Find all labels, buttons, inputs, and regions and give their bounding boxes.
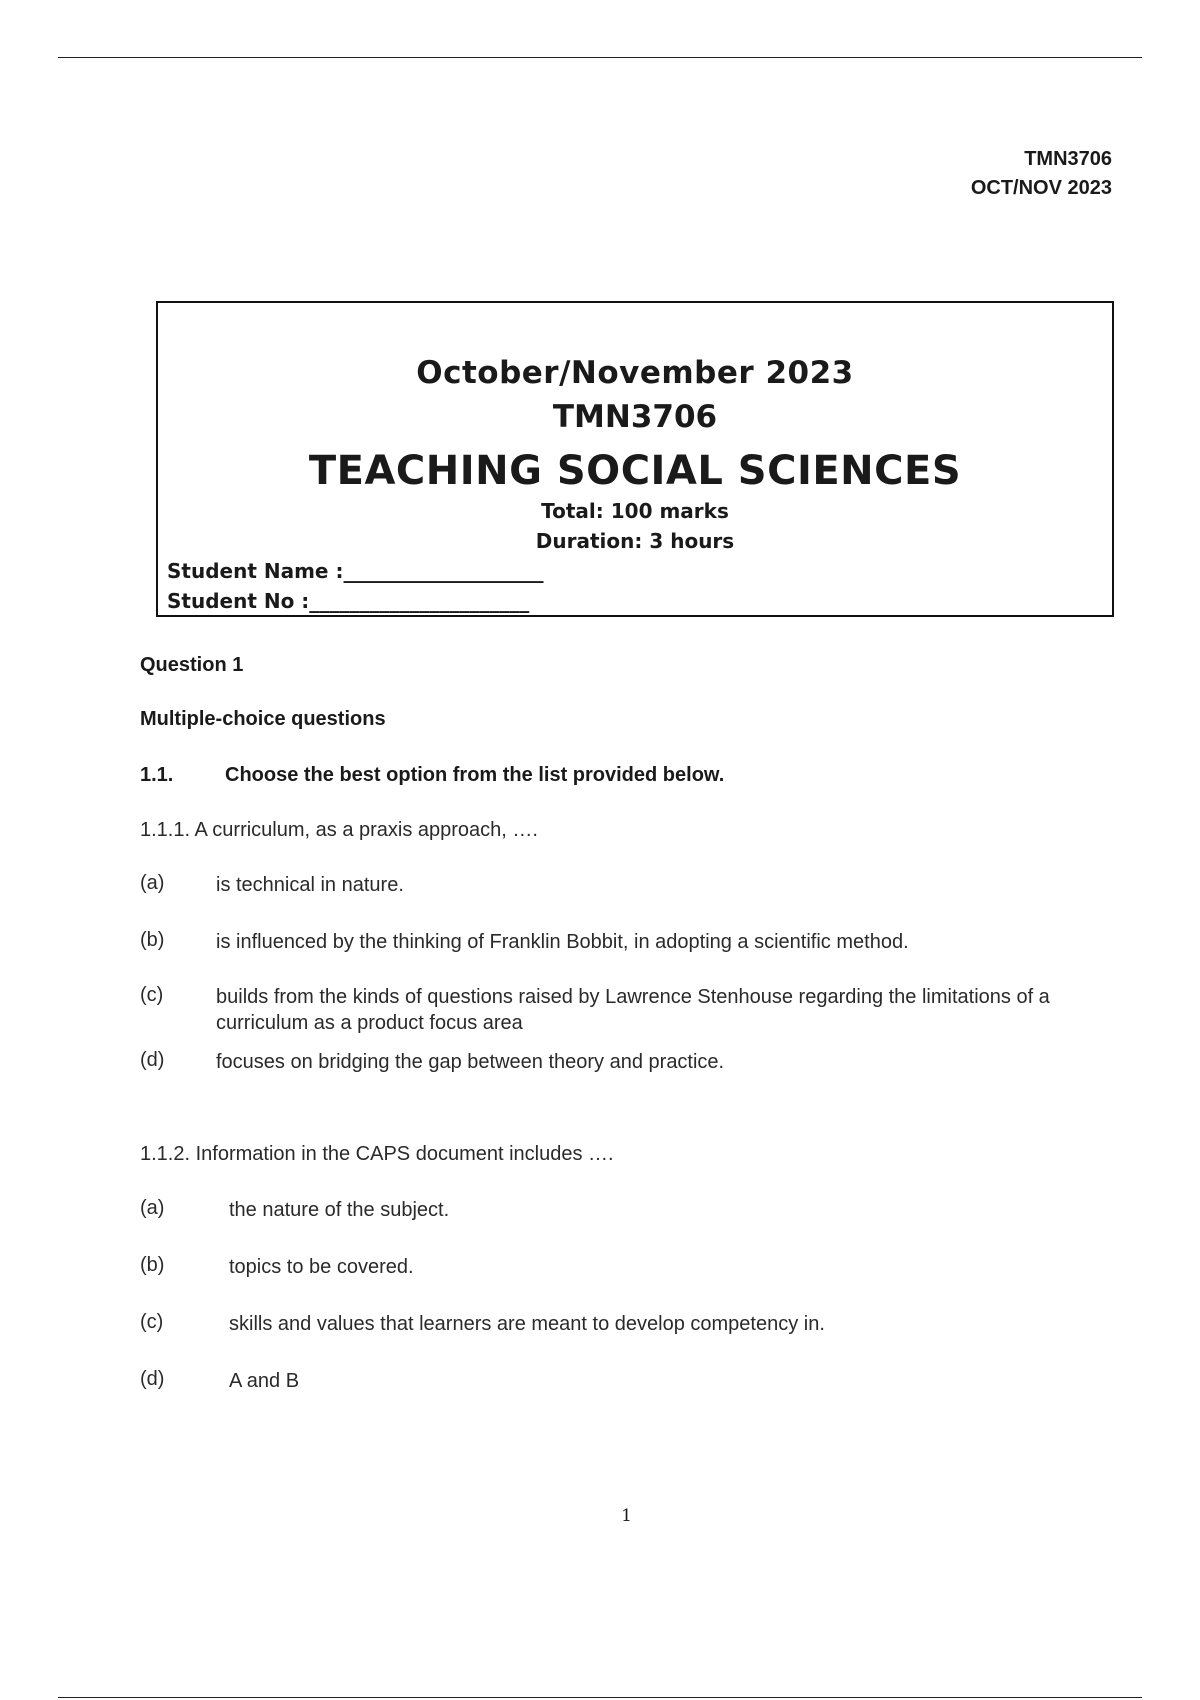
option-label: (b)	[140, 1254, 165, 1276]
exam-title-box	[156, 301, 1114, 617]
option-label: (c)	[140, 984, 164, 1006]
option-text: is technical in nature.	[216, 874, 404, 896]
section-instruction: Choose the best option from the list provided below.	[225, 764, 725, 786]
question-stem: 1.1.1. A curriculum, as a praxis approach, ….	[140, 819, 538, 841]
option-text: is influenced by the thinking of Franklin Bobbit, in adopting a scientific method.	[216, 931, 909, 953]
exam-session: OCT/NOV 2023	[970, 177, 1112, 199]
student-name-label: Student Name :	[167, 559, 344, 583]
option-label: (d)	[140, 1049, 165, 1071]
student-name-field	[167, 559, 543, 583]
page-number: 1	[621, 1506, 632, 1526]
option-text: the nature of the subject.	[229, 1199, 450, 1221]
student-number-label: Student No :	[167, 589, 310, 613]
option-label: (a)	[140, 1197, 165, 1219]
option-text: skills and values that learners are meant to develop competency in.	[229, 1313, 825, 1335]
question-heading: Question 1	[140, 654, 244, 676]
section-number: 1.1.	[140, 764, 174, 786]
document-header	[971, 145, 1112, 203]
student-number-blank: ______________________	[309, 589, 530, 613]
option-text: focuses on bridging the gap between theory and practice.	[216, 1051, 725, 1073]
question-subheading: Multiple-choice questions	[140, 708, 386, 730]
option-label: (b)	[140, 929, 165, 951]
option-label: (a)	[140, 872, 165, 894]
course-code: TMN3706	[1024, 148, 1112, 170]
exam-course-code: TMN3706	[552, 399, 718, 435]
exam-duration: Duration: 3 hours	[535, 529, 735, 553]
student-number-field	[167, 589, 529, 613]
top-rule	[58, 57, 1142, 58]
option-text: topics to be covered.	[229, 1256, 414, 1278]
question-stem: 1.1.2. Information in the CAPS document includes ….	[140, 1143, 614, 1165]
option-text: builds from the kinds of questions raised by Lawrence Stenhouse regarding the limitations of a curriculum as a product focus area	[216, 986, 1050, 1034]
exam-total-marks: Total: 100 marks	[541, 499, 729, 523]
option-label: (c)	[140, 1311, 164, 1333]
exam-period: October/November 2023	[416, 355, 854, 391]
exam-title: TEACHING SOCIAL SCIENCES	[308, 448, 962, 494]
bottom-rule	[58, 1697, 1142, 1698]
option-text: A and B	[229, 1370, 300, 1392]
student-name-blank: ____________________	[343, 559, 544, 583]
option-label: (d)	[140, 1368, 165, 1390]
